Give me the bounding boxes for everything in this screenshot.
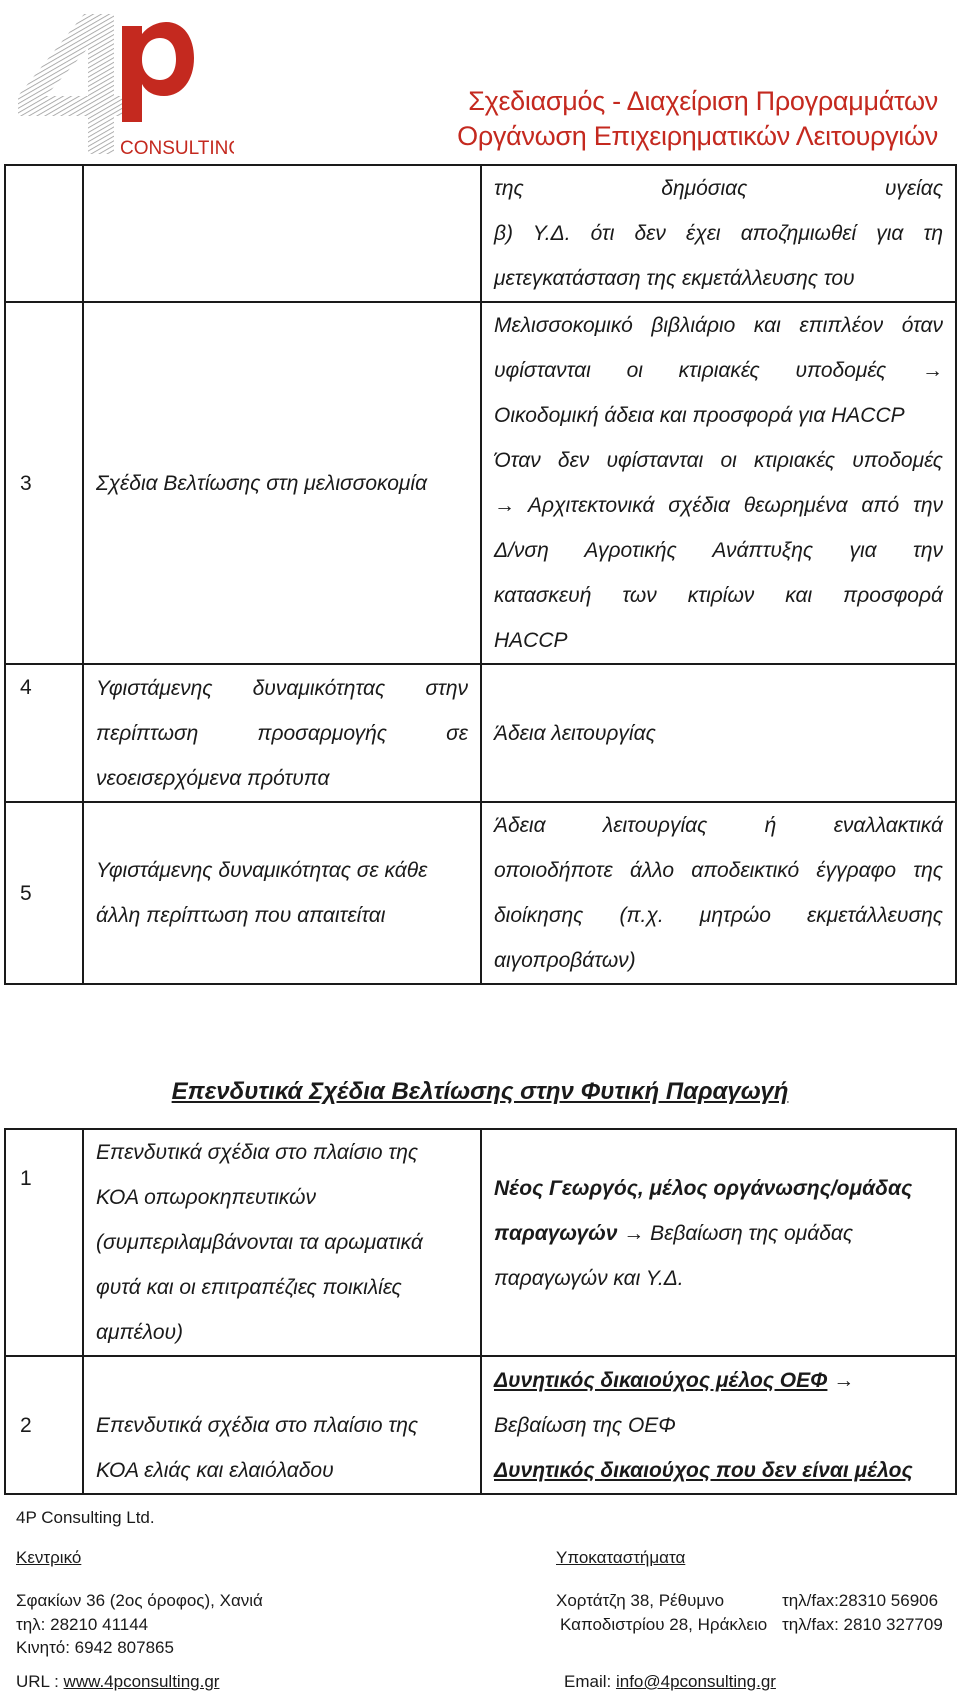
title-line: ΚΟΑ οπωροκηπευτικών bbox=[96, 1186, 316, 1209]
doc-line: Δ/νση Αγροτικής Ανάπτυξης για την bbox=[494, 539, 943, 562]
footer-branches-label: Υποκαταστήματα bbox=[556, 1548, 686, 1567]
doc-line: Άδεια λειτουργίας bbox=[494, 721, 656, 745]
doc-line bbox=[494, 1211, 943, 1256]
title-line: νεοεισερχόμενα πρότυπα bbox=[96, 766, 330, 790]
row-title-cell bbox=[83, 165, 481, 302]
footer-branch2-phone: τηλ/fax: 2810 327709 bbox=[782, 1615, 943, 1634]
table-row bbox=[5, 802, 956, 984]
row-number-cell: 5 bbox=[5, 802, 83, 984]
doc-line bbox=[494, 1358, 943, 1403]
section-title: Επενδυτικά Σχέδια Βελτίωσης στην Φυτική Παραγωγή bbox=[171, 1078, 789, 1105]
footer-hq-label: Κεντρικό bbox=[16, 1548, 82, 1567]
footer-url-label: URL : bbox=[16, 1672, 64, 1691]
table-row bbox=[5, 165, 956, 302]
doc-line: Όταν δεν υφίστανται οι κτιριακές υποδομές bbox=[494, 449, 943, 472]
doc-line: Οικοδομική άδεια και προσφορά για HACCP bbox=[494, 404, 905, 427]
table-row bbox=[5, 664, 956, 802]
footer-hq-phone: τηλ: 28210 41144 bbox=[16, 1615, 149, 1634]
footer-hq-mobile: Κινητό: 6942 807865 bbox=[16, 1638, 174, 1657]
doc-line: → Αρχιτεκτονικά σχέδια θεωρημένα από την bbox=[494, 494, 943, 517]
row-title-cell bbox=[83, 802, 481, 984]
row-title-cell bbox=[83, 664, 481, 802]
row-number-cell: 4 bbox=[5, 664, 83, 802]
doc-line: Άδεια λειτουργίας ή εναλλακτικά bbox=[494, 814, 943, 837]
doc-line: HACCP bbox=[494, 629, 568, 652]
doc-line: Μελισσοκομικό βιβλιάριο και επιπλέον όταν bbox=[494, 314, 943, 337]
title-line: ΚΟΑ ελιάς και ελαιόλαδου bbox=[96, 1459, 334, 1482]
doc-line: οποιοδήποτε άλλο αποδεικτικό έγγραφο της bbox=[494, 859, 943, 882]
requirements-table-1 bbox=[4, 164, 957, 985]
doc-line: της δημόσιας υγείας bbox=[494, 177, 943, 200]
table-row bbox=[5, 302, 956, 664]
email-link[interactable]: info@4pconsulting.gr bbox=[615, 1672, 776, 1691]
row-title-cell bbox=[83, 1129, 481, 1356]
doc-line: κατασκευή των κτιρίων και προσφορά bbox=[494, 584, 943, 607]
title-line: (συμπεριλαμβάνονται τα αρωματικά bbox=[96, 1231, 423, 1254]
title-line: φυτά και οι επιτραπέζιες ποικιλίες bbox=[96, 1276, 402, 1299]
doc-line: υφίστανται οι κτιριακές υποδομές → bbox=[494, 359, 943, 382]
row-number-cell bbox=[5, 165, 83, 302]
title-line: Υφιστάμενης δυναμικότητας στην bbox=[96, 676, 468, 700]
row-documents-cell bbox=[481, 1129, 956, 1356]
doc-bold-fragment: Δυνητικός δικαιούχος μέλος ΟΕΦ bbox=[494, 1368, 828, 1392]
doc-line-bold: Νέος Γεωργός, μέλος οργάνωσης/ομάδας bbox=[494, 1177, 913, 1200]
footer-email bbox=[564, 1672, 776, 1692]
footer-branch1-address: Χορτάτζη 38, Ρέθυμνο bbox=[556, 1591, 725, 1610]
footer-email-label: Email: bbox=[564, 1672, 616, 1691]
requirements-table-2 bbox=[4, 1128, 957, 1495]
title-line: περίπτωση προσαρμογής σε bbox=[96, 721, 468, 745]
company-logo bbox=[14, 4, 234, 164]
doc-line: β) Υ.Δ. ότι δεν έχει αποζημιωθεί για τη bbox=[494, 222, 943, 245]
title-line: αμπέλου) bbox=[96, 1321, 184, 1344]
row-number-cell: 3 bbox=[5, 302, 83, 664]
title-line: άλλη περίπτωση που απαιτείται bbox=[96, 904, 386, 927]
doc-line-bold: Δυνητικός δικαιούχος που δεν είναι μέλος bbox=[494, 1458, 913, 1482]
tagline-line-1: Σχεδιασμός - Διαχείριση Προγραμμάτων bbox=[468, 86, 938, 116]
doc-line: Βεβαίωση της ΟΕΦ bbox=[494, 1413, 676, 1437]
row-documents-cell bbox=[481, 1356, 956, 1494]
row-number-cell: 1 bbox=[5, 1129, 83, 1356]
website-link[interactable]: www.4pconsulting.gr bbox=[63, 1672, 220, 1691]
tagline-line-2: Οργάνωση Επιχειρηματικών Λειτουργιών bbox=[457, 121, 938, 151]
row-documents-cell bbox=[481, 802, 956, 984]
footer-branch1-phone: τηλ/fax:28310 56906 bbox=[782, 1591, 939, 1610]
doc-line: αιγοπροβάτων) bbox=[494, 949, 636, 972]
title-line: Επενδυτικά σχέδια στο πλαίσιο της bbox=[96, 1141, 419, 1164]
logo-graphic bbox=[14, 4, 234, 164]
row-documents-cell bbox=[481, 664, 956, 802]
doc-bold-fragment: παραγωγών bbox=[494, 1222, 618, 1245]
footer-url bbox=[16, 1672, 219, 1692]
table-row bbox=[5, 1356, 956, 1494]
row-title-cell bbox=[83, 1356, 481, 1494]
table-row bbox=[5, 1129, 956, 1356]
doc-line: διοίκησης (π.χ. μητρώο εκμετάλλευσης bbox=[494, 904, 943, 927]
row-number-cell: 2 bbox=[5, 1356, 83, 1494]
row-documents-cell bbox=[481, 165, 956, 302]
footer-branch2-address: Καποδιστρίου 28, Ηράκλειο bbox=[560, 1615, 768, 1634]
title-line: Υφιστάμενης δυναμικότητας σε κάθε bbox=[96, 859, 428, 882]
row-title-cell: Σχέδια Βελτίωσης στη μελισσοκομία bbox=[83, 302, 481, 664]
doc-fragment: → bbox=[827, 1368, 855, 1392]
doc-fragment: → Βεβαίωση της ομάδας bbox=[617, 1222, 854, 1245]
doc-line: παραγωγών και Υ.Δ. bbox=[494, 1267, 684, 1290]
header-tagline bbox=[457, 84, 938, 154]
row-documents-cell bbox=[481, 302, 956, 664]
footer-hq-address: Σφακίων 36 (2ος όροφος), Χανιά bbox=[16, 1591, 263, 1610]
doc-line: μετεγκατάσταση της εκμετάλλευσης του bbox=[494, 267, 855, 290]
footer-company: 4P Consulting Ltd. bbox=[16, 1508, 155, 1527]
title-line: Επενδυτικά σχέδια στο πλαίσιο της bbox=[96, 1414, 419, 1437]
logo-sub-text: CONSULTING bbox=[120, 138, 234, 159]
